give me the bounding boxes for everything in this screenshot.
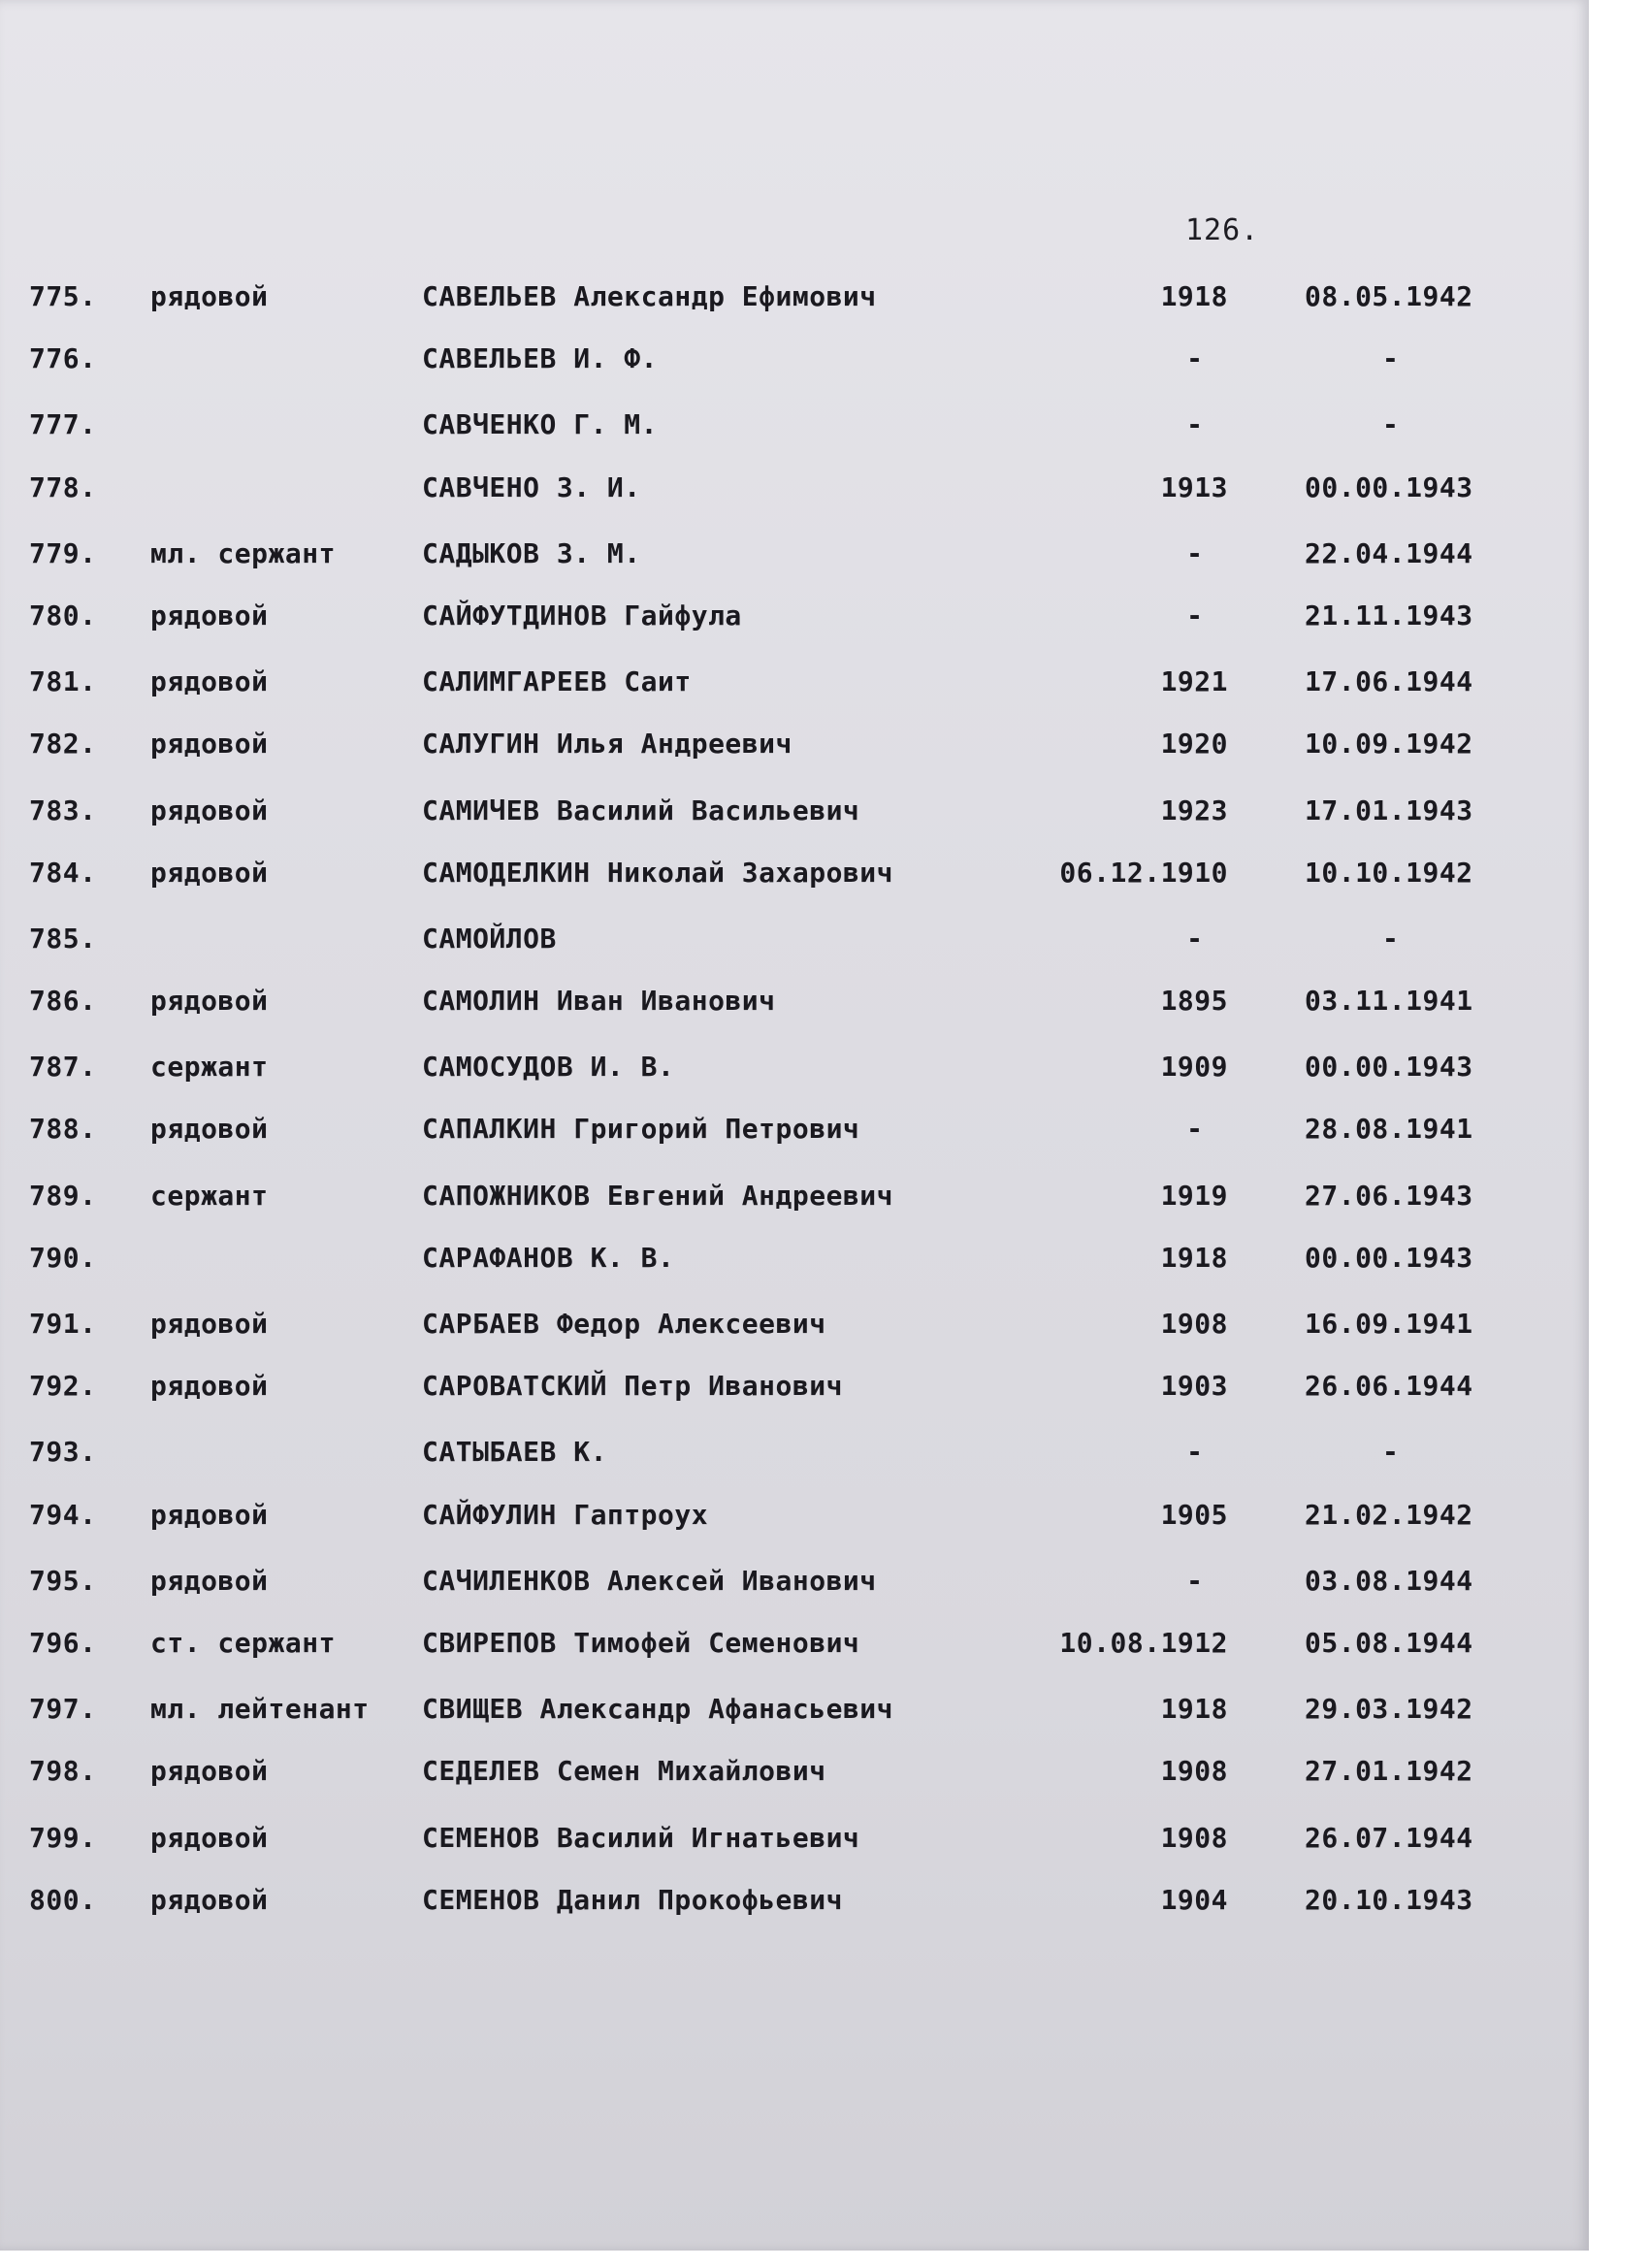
record-row (0, 1692, 1589, 1756)
record-death-date: 29.03.1942 (1305, 1693, 1473, 1726)
record-death-date: 17.01.1943 (1305, 794, 1473, 826)
record-row (0, 1500, 1589, 1564)
record-row (0, 1050, 1589, 1114)
record-birth-date: 1905 (1160, 1498, 1228, 1531)
record-rank: рядовой (150, 794, 269, 826)
record-death-date: 21.02.1942 (1305, 1498, 1473, 1531)
record-birth-date: - (1186, 342, 1203, 375)
record-name: СЕМЕНОВ Данил Прокофьевич (422, 1883, 843, 1916)
record-rank: рядовой (150, 665, 269, 698)
record-row (0, 1307, 1589, 1371)
scan-margin-bottom (0, 2251, 1649, 2268)
record-row (0, 1628, 1589, 1692)
record-birth-date: 1920 (1160, 728, 1228, 761)
record-death-date: - (1382, 922, 1399, 955)
record-number: 799. (29, 1821, 97, 1854)
record-birth-date: 1921 (1160, 665, 1228, 698)
record-birth-date: 1904 (1160, 1883, 1228, 1916)
record-number: 797. (29, 1693, 97, 1726)
record-row (0, 1756, 1589, 1820)
record-death-date: 05.08.1944 (1305, 1626, 1473, 1659)
record-birth-date: 1918 (1160, 280, 1228, 312)
record-death-date: 03.08.1944 (1305, 1564, 1473, 1597)
record-number: 792. (29, 1370, 97, 1403)
record-birth-date: 1913 (1160, 470, 1228, 503)
record-death-date: 20.10.1943 (1305, 1883, 1473, 1916)
record-number: 800. (29, 1883, 97, 1916)
record-number: 778. (29, 470, 97, 503)
record-name: САМОДЕЛКИН Николай Захарович (422, 856, 894, 889)
record-row (0, 986, 1589, 1050)
record-rank: рядовой (150, 599, 269, 632)
record-birth-date: - (1186, 1564, 1203, 1597)
record-rank: рядовой (150, 280, 269, 312)
record-death-date: 16.09.1941 (1305, 1308, 1473, 1340)
record-row (0, 1821, 1589, 1885)
record-name: САТЫБАЕВ К. (422, 1436, 607, 1469)
record-death-date: - (1382, 1436, 1399, 1469)
record-birth-date: 1908 (1160, 1755, 1228, 1788)
record-number: 775. (29, 280, 97, 312)
record-number: 784. (29, 856, 97, 889)
record-death-date: 00.00.1943 (1305, 1241, 1473, 1274)
record-birth-date: - (1186, 599, 1203, 632)
record-birth-date: 1908 (1160, 1308, 1228, 1340)
record-rank: рядовой (150, 1498, 269, 1531)
record-name: САЛИМГАРЕЕВ Саит (422, 665, 692, 698)
record-name: САМОСУДОВ И. В. (422, 1051, 675, 1084)
record-death-date: 22.04.1944 (1305, 536, 1473, 569)
record-birth-date: - (1186, 536, 1203, 569)
record-birth-date: 1895 (1160, 985, 1228, 1018)
record-number: 779. (29, 536, 97, 569)
record-number: 790. (29, 1241, 97, 1274)
record-row (0, 1564, 1589, 1628)
record-number: 793. (29, 1436, 97, 1469)
record-birth-date: - (1186, 922, 1203, 955)
record-number: 798. (29, 1755, 97, 1788)
record-birth-date: 1923 (1160, 794, 1228, 826)
record-rank: сержант (150, 1051, 269, 1084)
record-name: САРОВАТСКИЙ Петр Иванович (422, 1370, 843, 1403)
record-name: САЙФУТДИНОВ Гайфула (422, 599, 742, 632)
record-rank: рядовой (150, 856, 269, 889)
record-name: САВЧЕНО З. И. (422, 470, 641, 503)
record-name: САРБАЕВ Федор Алексеевич (422, 1308, 826, 1340)
record-birth-date: 1909 (1160, 1051, 1228, 1084)
record-number: 780. (29, 599, 97, 632)
record-row (0, 1371, 1589, 1435)
record-row (0, 343, 1589, 407)
record-birth-date: - (1186, 1436, 1203, 1469)
record-rank: рядовой (150, 1883, 269, 1916)
record-number: 796. (29, 1626, 97, 1659)
record-rank: рядовой (150, 1564, 269, 1597)
record-number: 786. (29, 985, 97, 1018)
page-number: 126. (1185, 213, 1260, 247)
record-death-date: 08.05.1942 (1305, 280, 1473, 312)
record-number: 794. (29, 1498, 97, 1531)
record-row (0, 794, 1589, 858)
record-rank: рядовой (150, 1370, 269, 1403)
record-death-date: 03.11.1941 (1305, 985, 1473, 1018)
record-death-date: - (1382, 342, 1399, 375)
records-list (0, 279, 1589, 1949)
record-rank: рядовой (150, 1755, 269, 1788)
record-name: САВЕЛЬЕВ И. Ф. (422, 342, 659, 375)
record-rank: сержант (150, 1179, 269, 1212)
scan-margin-right (1589, 0, 1649, 2268)
record-name: САВЧЕНКО Г. М. (422, 408, 659, 441)
record-name: СВИРЕПОВ Тимофей Семенович (422, 1626, 860, 1659)
record-number: 787. (29, 1051, 97, 1084)
record-number: 782. (29, 728, 97, 761)
record-death-date: 27.06.1943 (1305, 1179, 1473, 1212)
record-row (0, 1179, 1589, 1243)
record-birth-date: 1918 (1160, 1693, 1228, 1726)
record-number: 781. (29, 665, 97, 698)
record-name: САЙФУЛИН Гаптроух (422, 1498, 709, 1531)
record-name: СВИЩЕВ Александр Афанасьевич (422, 1693, 894, 1726)
record-birth-date: 10.08.1912 (1059, 1626, 1228, 1659)
record-number: 777. (29, 408, 97, 441)
record-row (0, 1243, 1589, 1307)
record-death-date: 26.06.1944 (1305, 1370, 1473, 1403)
record-row (0, 1114, 1589, 1178)
record-name: САМОЛИН Иван Иванович (422, 985, 776, 1018)
record-death-date: 21.11.1943 (1305, 599, 1473, 632)
record-name: САВЕЛЬЕВ Александр Ефимович (422, 280, 877, 312)
record-rank: рядовой (150, 985, 269, 1018)
record-row (0, 279, 1589, 343)
record-birth-date: 1918 (1160, 1241, 1228, 1274)
record-rank: рядовой (150, 728, 269, 761)
record-rank: рядовой (150, 1308, 269, 1340)
record-birth-date: - (1186, 1113, 1203, 1146)
record-death-date: 27.01.1942 (1305, 1755, 1473, 1788)
record-row (0, 600, 1589, 664)
record-number: 785. (29, 922, 97, 955)
record-name: СЕМЕНОВ Василий Игнатьевич (422, 1821, 860, 1854)
record-rank: ст. сержант (150, 1626, 336, 1659)
record-rank: мл. сержант (150, 536, 336, 569)
record-birth-date: 06.12.1910 (1059, 856, 1228, 889)
record-name: САМИЧЕВ Василий Васильевич (422, 794, 860, 826)
record-death-date: 00.00.1943 (1305, 1051, 1473, 1084)
record-number: 795. (29, 1564, 97, 1597)
record-row (0, 536, 1589, 600)
record-death-date: 10.10.1942 (1305, 856, 1473, 889)
record-rank: рядовой (150, 1821, 269, 1854)
record-number: 791. (29, 1308, 97, 1340)
record-name: САЧИЛЕНКОВ Алексей Иванович (422, 1564, 877, 1597)
record-death-date: - (1382, 408, 1399, 441)
record-death-date: 10.09.1942 (1305, 728, 1473, 761)
record-row (0, 1885, 1589, 1949)
record-death-date: 26.07.1944 (1305, 1821, 1473, 1854)
record-name: САДЫКОВ З. М. (422, 536, 641, 569)
record-row (0, 858, 1589, 922)
record-rank: рядовой (150, 1113, 269, 1146)
record-name: САПАЛКИН Григорий Петрович (422, 1113, 860, 1146)
record-name: САЛУГИН Илья Андреевич (422, 728, 792, 761)
record-number: 783. (29, 794, 97, 826)
record-row (0, 407, 1589, 471)
record-name: САРАФАНОВ К. В. (422, 1241, 675, 1274)
record-birth-date: 1908 (1160, 1821, 1228, 1854)
record-number: 788. (29, 1113, 97, 1146)
record-birth-date: 1919 (1160, 1179, 1228, 1212)
record-name: САПОЖНИКОВ Евгений Андреевич (422, 1179, 894, 1212)
record-death-date: 00.00.1943 (1305, 470, 1473, 503)
record-row (0, 922, 1589, 986)
record-death-date: 17.06.1944 (1305, 665, 1473, 698)
record-birth-date: - (1186, 408, 1203, 441)
record-row (0, 664, 1589, 729)
record-name: САМОЙЛОВ (422, 922, 557, 955)
record-row (0, 1435, 1589, 1499)
record-birth-date: 1903 (1160, 1370, 1228, 1403)
record-rank: мл. лейтенант (150, 1693, 370, 1726)
record-row (0, 472, 1589, 536)
record-number: 776. (29, 342, 97, 375)
record-name: СЕДЕЛЕВ Семен Михайлович (422, 1755, 826, 1788)
record-number: 789. (29, 1179, 97, 1212)
record-death-date: 28.08.1941 (1305, 1113, 1473, 1146)
record-row (0, 729, 1589, 793)
